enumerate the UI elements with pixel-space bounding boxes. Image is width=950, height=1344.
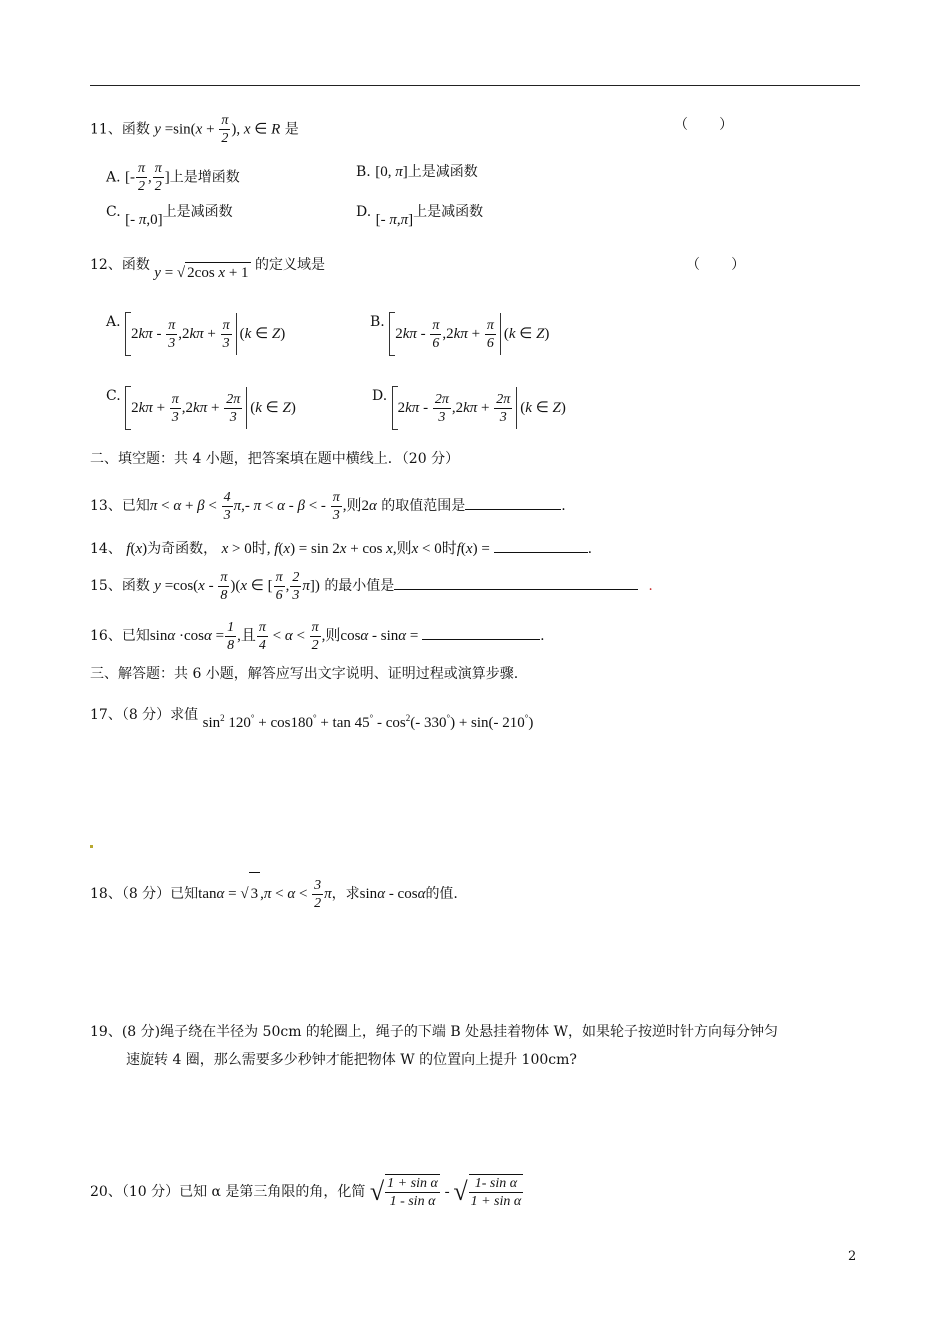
q16-answer-blank[interactable] (422, 625, 540, 640)
q11-c-letter: C. (106, 204, 121, 220)
q11-a-letter: A. (106, 169, 121, 186)
q11-c-text: 上是减函数 (162, 204, 233, 220)
q12-a-letter: A. (106, 314, 121, 330)
section-2-heading: 二、填空题：共 4 小题，把答案填在题中横线上．（20 分） (90, 451, 460, 467)
q12-answer-paren: （ ） (686, 257, 746, 273)
q14-label: 14、 (90, 541, 122, 557)
q12-d-letter: D. (372, 388, 388, 404)
question-14: 14、 f(x)为奇函数， x > 0时, f(x) = sin 2x + cos x,则x < 0时f(x) = . (90, 538, 592, 559)
q11-d-text: 上是减函数 (413, 204, 484, 220)
question-17 (90, 700, 534, 731)
q12-c-letter: C. (106, 388, 121, 404)
q13-end: . (561, 498, 566, 514)
q11-option-a: A. [- $\frac{\pi}{2}$ , $\frac{\pi}{2}$ ]上是增函数 (106, 161, 240, 194)
page-number: 2 (848, 1249, 857, 1264)
question-19-line-1: 19、(8 分)绳子绕在半径为 50cm 的轮圈上，绳子的下端 B 处悬挂着物体 W，如果轮子按逆时针方向每分钟匀 (90, 1024, 778, 1040)
q18-tail: ，求 (331, 886, 360, 902)
q12-b-letter: B. (370, 314, 385, 330)
q13-tail: 的取值范围是 (381, 498, 466, 514)
q20-label: 20、（10 分）已知 α 是第三角限的角，化简 (90, 1184, 366, 1200)
q14-text: 为奇函数， (147, 541, 218, 557)
q11-d-letter: D. (356, 204, 372, 220)
question-16: 16、已知sinα ·cosα = $\frac{1}{8}$ ,且 $\frac{\pi}{4}$ < α < $\frac{\pi}{2}$ ,则cosα - sinα = . (90, 619, 545, 653)
q11-tail: 是 (284, 121, 299, 138)
q15-answer-blank[interactable] (394, 575, 638, 590)
question-19-line-2: 速旋转 4 圈，那么需要多少秒钟才能把物体 W 的位置向上提升 100cm? (126, 1052, 577, 1068)
q15-label: 15、函数 (90, 578, 150, 594)
q15-tail: 的最小值是 (324, 578, 395, 594)
q12-option-a: A. 2kπ - $\frac{\pi}{3}$ ,2kπ + $\frac{\pi}{3}$ (k ∈ Z) (106, 312, 285, 356)
q11-option-d: D. [- π,π]上是减函数 (356, 204, 484, 228)
section-3-heading: 三、解答题：共 6 小题，解答应写出文字说明、证明过程或演算步骤. (90, 666, 519, 682)
q17-label: 17、（8 分）求值 (90, 707, 199, 723)
q16-end: . (540, 628, 545, 644)
q11-option-b: B. [0, π]上是减函数 (356, 164, 478, 180)
q15-end: . (648, 578, 653, 594)
q17-expression: $\sin^2 120^\circ + \cos 180^\circ + \tan 45^\circ - \cos^2(-$ 330°) + sin(- 210°) (202, 713, 534, 731)
q11-label: 11、函数 (90, 121, 150, 138)
q18-end: 的值. (425, 886, 458, 902)
q11-function: y (154, 121, 161, 138)
q18-label: 18、（8 分）已知 (90, 886, 199, 902)
stray-dot (90, 845, 93, 848)
q11-a-text: 上是增函数 (169, 169, 240, 186)
q11-option-c: C. [- π,0]上是减函数 (106, 204, 233, 228)
q16-label: 16、已知 (90, 628, 150, 644)
question-20: 20、（10 分）已知 α 是第三角限的角，化简 √ $\frac{\text{1 + sin α}}{\text{1 - sin α}}$ - √ $\frac{\text{1- sin α}}{\text{1 + sin α}}$ (90, 1176, 522, 1209)
q13-label: 13、已知 (90, 498, 150, 514)
q12-option-b: B. 2kπ - $\frac{\pi}{6}$ ,2kπ + $\frac{\pi}{6}$ (k ∈ Z) (370, 312, 549, 356)
q12-option-d: D. 2kπ - $\frac{2\pi}{3}$ ,2kπ + $\frac{2\pi}{3}$ (k ∈ Z) (372, 386, 566, 430)
q11-answer-paren: （ ） (674, 117, 734, 133)
q11-b-text: 上是减函数 (407, 164, 478, 180)
question-18: 18、（8 分）已知tanα = √ 3 ,π < α < $\frac{3}{2}$ π，求sinα - cosα的值. (90, 872, 458, 915)
q11-b-letter: B. (356, 164, 371, 180)
question-12: 12、函数 y = √ 2cos x + 1 的定义域是 (90, 257, 325, 281)
question-11: 11、函数 y =sin(x + $\frac{\pi}{2}$ ), x ∈ R 是 (90, 113, 299, 146)
q12-tail: 的定义域是 (255, 257, 325, 273)
q12-option-c: C. 2kπ + $\frac{\pi}{3}$ ,2kπ + $\frac{2\pi}{3}$ (k ∈ Z) (106, 386, 296, 430)
q12-label: 12、函数 (90, 257, 150, 273)
q14-answer-blank[interactable] (494, 538, 588, 553)
q13-answer-blank[interactable] (465, 495, 561, 510)
header-rule (90, 85, 860, 86)
q14-end: . (587, 541, 593, 557)
question-13: 13、已知π < α + β < $\frac{4}{3}$ π,- π < α - β < - $\frac{\pi}{3}$ ,则2α 的取值范围是 . (90, 489, 566, 523)
question-15: 15、函数 y =cos(x - $\frac{\pi}{8}$ )(x ∈ [ $\frac{\pi}{6}$ , $\frac{2}{3}$ π]) 的最小值是 . (90, 569, 653, 603)
